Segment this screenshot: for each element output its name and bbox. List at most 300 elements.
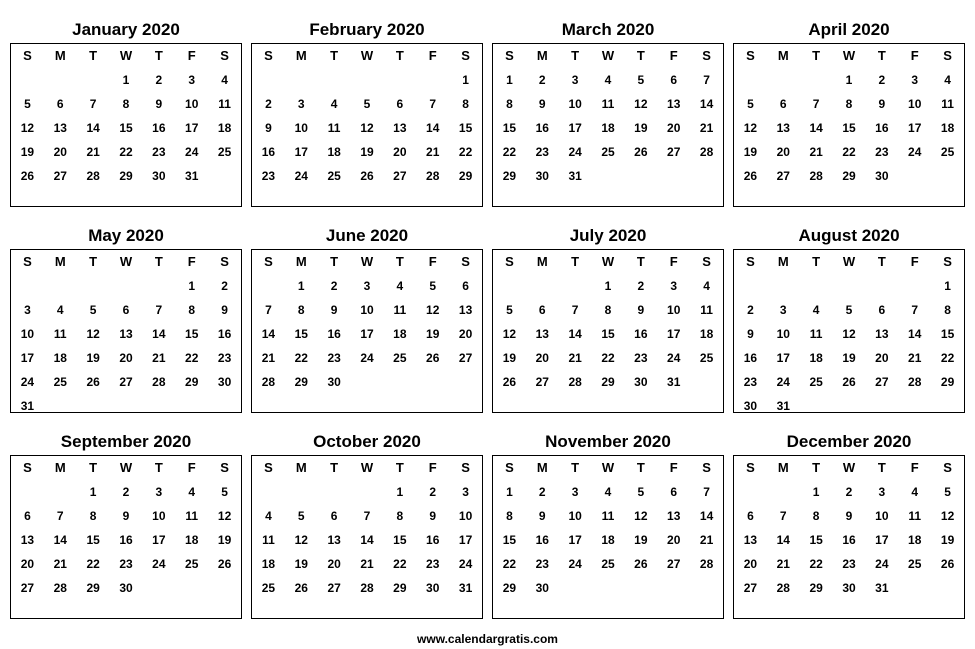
day-cell: 31 [875,581,889,595]
day-cell: 16 [842,533,856,547]
day-cell: 18 [809,351,823,365]
month-grid-box [251,455,483,619]
day-cell: 23 [535,145,549,159]
day-cell: 14 [426,121,440,135]
month-grid-box [733,455,965,619]
weekday-header: W [360,254,374,269]
day-cell: 24 [360,351,374,365]
weekday-header: F [187,48,196,63]
day-cell: 27 [327,581,341,595]
day-cell: 30 [535,581,549,595]
day-cell: 27 [20,581,35,595]
weekday-header: S [943,254,952,269]
day-cell: 18 [185,533,199,547]
day-cell: 16 [152,121,166,135]
day-cell: 20 [119,351,133,365]
weekday-header: S [264,460,273,475]
day-cell: 30 [426,581,440,595]
day-grid [493,250,723,394]
day-grid [493,44,723,188]
day-cell: 5 [944,485,951,499]
day-cell: 4 [396,279,404,293]
day-cell: 23 [152,145,166,159]
day-cell: 5 [297,509,305,523]
weekday-header: T [571,254,580,269]
day-cell: 21 [53,557,67,571]
empty-day-cell [734,274,767,298]
day-cell: 20 [393,145,407,159]
month-title: January 2020 [72,20,180,39]
day-cell: 19 [86,351,100,365]
day-cell: 14 [699,509,714,523]
day-grid [734,456,964,600]
day-cell: 4 [703,279,710,293]
day-cell: 22 [458,145,473,159]
day-grid [11,456,241,600]
weekday-header: S [505,254,514,269]
day-cell: 22 [294,351,308,365]
day-cell: 16 [535,533,549,547]
day-cell: 27 [875,375,889,389]
empty-day-cell [833,274,866,298]
day-cell: 5 [747,97,754,111]
month-title: April 2020 [808,20,890,39]
day-cell: 25 [185,557,199,571]
day-cell: 15 [601,327,615,341]
day-cell: 3 [188,73,196,87]
day-cell: 19 [426,327,440,341]
day-cell: 6 [330,509,338,523]
day-cell: 15 [809,533,823,547]
day-cell: 3 [779,303,787,317]
day-cell: 9 [538,97,546,111]
empty-day-cell [77,68,110,92]
weekday-header: S [220,48,229,63]
day-cell: 27 [667,557,681,571]
day-grid [252,250,482,394]
day-cell: 10 [568,97,582,111]
weekday-header: W [601,254,615,269]
day-cell: 17 [20,351,35,365]
day-cell: 3 [571,73,579,87]
day-cell: 20 [535,351,549,365]
day-cell: 26 [86,375,100,389]
day-cell: 30 [535,169,549,183]
day-cell: 28 [86,169,100,183]
empty-day-cell [383,68,416,92]
day-cell: 7 [911,303,919,317]
empty-day-cell [44,68,77,92]
day-cell: 2 [429,485,437,499]
day-cell: 19 [294,557,308,571]
day-cell: 25 [699,351,714,365]
empty-day-cell [800,68,833,92]
day-cell: 21 [699,533,714,547]
day-cell: 18 [393,327,407,341]
weekday-header: F [669,254,678,269]
day-cell: 2 [538,485,546,499]
day-cell: 19 [502,351,517,365]
day-cell: 1 [188,279,196,293]
day-cell: 10 [568,509,582,523]
day-cell: 12 [634,97,648,111]
day-cell: 23 [743,375,758,389]
month-grid-box [492,43,724,207]
weekday-header: W [360,48,374,63]
day-grid [11,250,241,418]
day-cell: 31 [776,399,790,413]
day-cell: 4 [911,485,919,499]
day-cell: 19 [842,351,856,365]
day-cell: 24 [908,145,922,159]
day-cell: 9 [878,97,886,111]
day-cell: 17 [568,121,582,135]
day-cell: 16 [743,351,758,365]
day-cell: 12 [360,121,374,135]
month-grid-box [251,249,483,413]
empty-day-cell [252,480,285,504]
day-cell: 12 [426,303,440,317]
day-cell: 31 [185,169,199,183]
day-cell: 26 [842,375,856,389]
month-title: March 2020 [561,20,655,39]
day-cell: 18 [908,533,922,547]
day-cell: 11 [941,97,954,111]
day-cell: 7 [89,97,97,111]
day-cell: 11 [809,327,823,341]
day-cell: 28 [809,169,823,183]
weekday-header: M [536,48,548,63]
day-cell: 5 [429,279,437,293]
day-cell: 10 [875,509,889,523]
day-cell: 4 [944,73,951,87]
day-cell: 15 [502,121,517,135]
month-title: October 2020 [313,432,421,451]
day-cell: 11 [908,509,922,523]
empty-day-cell [252,68,285,92]
day-cell: 30 [842,581,856,595]
weekday-header: T [154,48,163,63]
day-cell: 29 [502,169,517,183]
day-cell: 17 [458,533,473,547]
weekday-header: S [23,460,32,475]
day-cell: 29 [86,581,100,595]
day-cell: 19 [360,145,374,159]
empty-day-cell [318,68,351,92]
day-cell: 16 [875,121,889,135]
day-cell: 7 [56,509,64,523]
day-cell: 6 [538,303,546,317]
day-cell: 12 [940,509,955,523]
day-cell: 13 [327,533,341,547]
day-cell: 18 [601,533,615,547]
day-cell: 18 [217,121,232,135]
day-cell: 23 [261,169,276,183]
weekday-header: T [877,48,886,63]
day-cell: 4 [812,303,820,317]
day-cell: 8 [396,509,404,523]
day-cell: 23 [426,557,440,571]
day-cell: 27 [667,145,681,159]
day-cell: 16 [119,533,133,547]
empty-day-cell [351,68,384,92]
day-cell: 3 [670,279,678,293]
day-cell: 13 [20,533,35,547]
day-cell: 11 [262,533,275,547]
day-cell: 13 [393,121,407,135]
day-cell: 1 [122,73,130,87]
day-cell: 5 [637,73,645,87]
empty-day-cell [351,480,384,504]
day-cell: 26 [360,169,374,183]
day-cell: 13 [53,121,67,135]
weekday-header: T [812,254,821,269]
empty-day-cell [767,274,800,298]
day-cell: 2 [747,303,754,317]
day-cell: 4 [330,97,338,111]
day-cell: 20 [743,557,758,571]
month-grid-box [10,43,242,207]
day-cell: 1 [812,485,820,499]
day-grid [252,44,482,188]
day-cell: 1 [89,485,97,499]
weekday-header: S [746,48,755,63]
day-cell: 17 [667,327,681,341]
day-cell: 17 [294,145,308,159]
day-cell: 20 [667,121,681,135]
day-cell: 26 [502,375,517,389]
day-cell: 9 [330,303,338,317]
weekday-header: F [187,254,196,269]
day-cell: 3 [571,485,579,499]
weekday-header: M [295,254,307,269]
weekday-header: T [636,254,645,269]
day-cell: 30 [743,399,758,413]
weekday-header: S [264,48,273,63]
day-cell: 8 [188,303,196,317]
day-cell: 27 [119,375,133,389]
day-cell: 1 [944,279,951,293]
day-cell: 17 [360,327,374,341]
day-cell: 21 [86,145,100,159]
day-cell: 21 [152,351,166,365]
day-cell: 10 [667,303,681,317]
empty-day-cell [416,68,449,92]
day-cell: 17 [776,351,790,365]
day-cell: 28 [360,581,374,595]
empty-day-cell [734,480,767,504]
day-cell: 21 [776,557,790,571]
weekday-header: S [746,460,755,475]
weekday-header: F [428,48,437,63]
day-cell: 13 [667,97,681,111]
day-cell: 27 [535,375,549,389]
day-cell: 29 [809,581,823,595]
day-cell: 22 [940,351,955,365]
day-cell: 22 [393,557,407,571]
day-cell: 23 [327,351,341,365]
day-cell: 5 [89,303,97,317]
weekday-header: M [536,460,548,475]
day-cell: 15 [940,327,955,341]
day-cell: 6 [670,73,678,87]
day-cell: 9 [845,509,853,523]
weekday-header: F [910,48,919,63]
month-title: December 2020 [786,432,912,451]
day-cell: 28 [776,581,790,595]
month-title: June 2020 [325,226,409,245]
day-cell: 2 [265,97,272,111]
day-cell: 13 [535,327,549,341]
day-cell: 7 [703,73,710,87]
empty-day-cell [767,480,800,504]
day-cell: 2 [221,279,228,293]
day-cell: 30 [217,375,232,389]
day-cell: 14 [776,533,790,547]
day-grid [493,456,723,600]
day-cell: 10 [294,121,308,135]
day-cell: 8 [812,509,820,523]
day-cell: 2 [330,279,338,293]
month-title: July 2020 [569,226,647,245]
day-cell: 13 [119,327,133,341]
day-cell: 25 [940,145,955,159]
day-cell: 26 [634,557,648,571]
day-cell: 22 [185,351,199,365]
day-cell: 4 [604,485,612,499]
day-cell: 16 [535,121,549,135]
day-cell: 22 [119,145,133,159]
day-cell: 17 [875,533,889,547]
day-cell: 27 [776,169,790,183]
day-cell: 4 [188,485,196,499]
day-cell: 12 [842,327,856,341]
day-cell: 25 [217,145,232,159]
day-cell: 28 [53,581,67,595]
month-title: September 2020 [60,432,192,451]
day-cell: 20 [20,557,35,571]
weekday-header: T [877,460,886,475]
day-cell: 19 [940,533,955,547]
weekday-header: F [669,48,678,63]
weekday-header: M [54,48,66,63]
month-grid-box [733,249,965,413]
day-cell: 21 [426,145,440,159]
weekday-header: T [395,460,404,475]
day-cell: 31 [667,375,681,389]
day-cell: 21 [568,351,582,365]
day-cell: 2 [878,73,886,87]
day-cell: 6 [122,303,130,317]
empty-day-cell [800,274,833,298]
day-cell: 7 [155,303,163,317]
weekday-header: S [461,48,470,63]
day-cell: 3 [462,485,469,499]
weekday-header: M [777,254,789,269]
day-cell: 29 [458,169,473,183]
empty-day-cell [11,480,44,504]
weekday-header: T [89,48,98,63]
empty-day-cell [865,274,898,298]
weekday-header: S [23,48,32,63]
day-cell: 21 [809,145,823,159]
day-cell: 16 [261,145,276,159]
day-cell: 27 [458,351,473,365]
day-cell: 12 [743,121,758,135]
day-cell: 12 [294,533,308,547]
day-cell: 29 [119,169,133,183]
empty-day-cell [318,480,351,504]
day-cell: 24 [875,557,889,571]
empty-day-cell [559,274,592,298]
month-title: August 2020 [798,226,900,245]
weekday-header: T [812,48,821,63]
day-cell: 6 [747,509,754,523]
day-cell: 10 [152,509,166,523]
day-cell: 15 [86,533,100,547]
day-cell: 23 [842,557,856,571]
day-cell: 18 [940,121,955,135]
day-cell: 30 [119,581,133,595]
weekday-header: F [910,460,919,475]
day-cell: 11 [218,97,231,111]
day-cell: 18 [261,557,276,571]
day-cell: 11 [185,509,199,523]
day-cell: 8 [89,509,97,523]
weekday-header: F [669,460,678,475]
weekday-header: T [330,48,339,63]
day-grid [252,456,482,600]
day-cell: 30 [634,375,648,389]
day-cell: 12 [86,327,100,341]
day-cell: 12 [634,509,648,523]
weekday-header: W [842,460,856,475]
empty-day-cell [252,274,285,298]
day-cell: 8 [297,303,305,317]
day-grid [734,44,964,188]
weekday-header: F [187,460,196,475]
day-cell: 1 [506,73,513,87]
weekday-header: S [220,460,229,475]
day-cell: 14 [809,121,823,135]
weekday-header: T [395,48,404,63]
empty-day-cell [77,274,110,298]
weekday-header: T [636,48,645,63]
day-cell: 8 [122,97,130,111]
day-cell: 22 [502,557,517,571]
day-cell: 12 [217,509,232,523]
day-cell: 9 [747,327,754,341]
month-grid-box [10,249,242,413]
month-grid-box [10,455,242,619]
weekday-header: S [746,254,755,269]
day-cell: 20 [53,145,67,159]
day-cell: 9 [429,509,437,523]
empty-day-cell [110,274,143,298]
empty-day-cell [11,68,44,92]
day-cell: 14 [86,121,100,135]
day-cell: 25 [809,375,823,389]
day-cell: 25 [601,145,615,159]
day-cell: 21 [908,351,922,365]
weekday-header: S [505,460,514,475]
day-cell: 7 [703,485,710,499]
day-cell: 7 [571,303,579,317]
weekday-header: S [943,48,952,63]
weekday-header: T [154,460,163,475]
day-cell: 10 [908,97,922,111]
day-cell: 11 [327,121,341,135]
